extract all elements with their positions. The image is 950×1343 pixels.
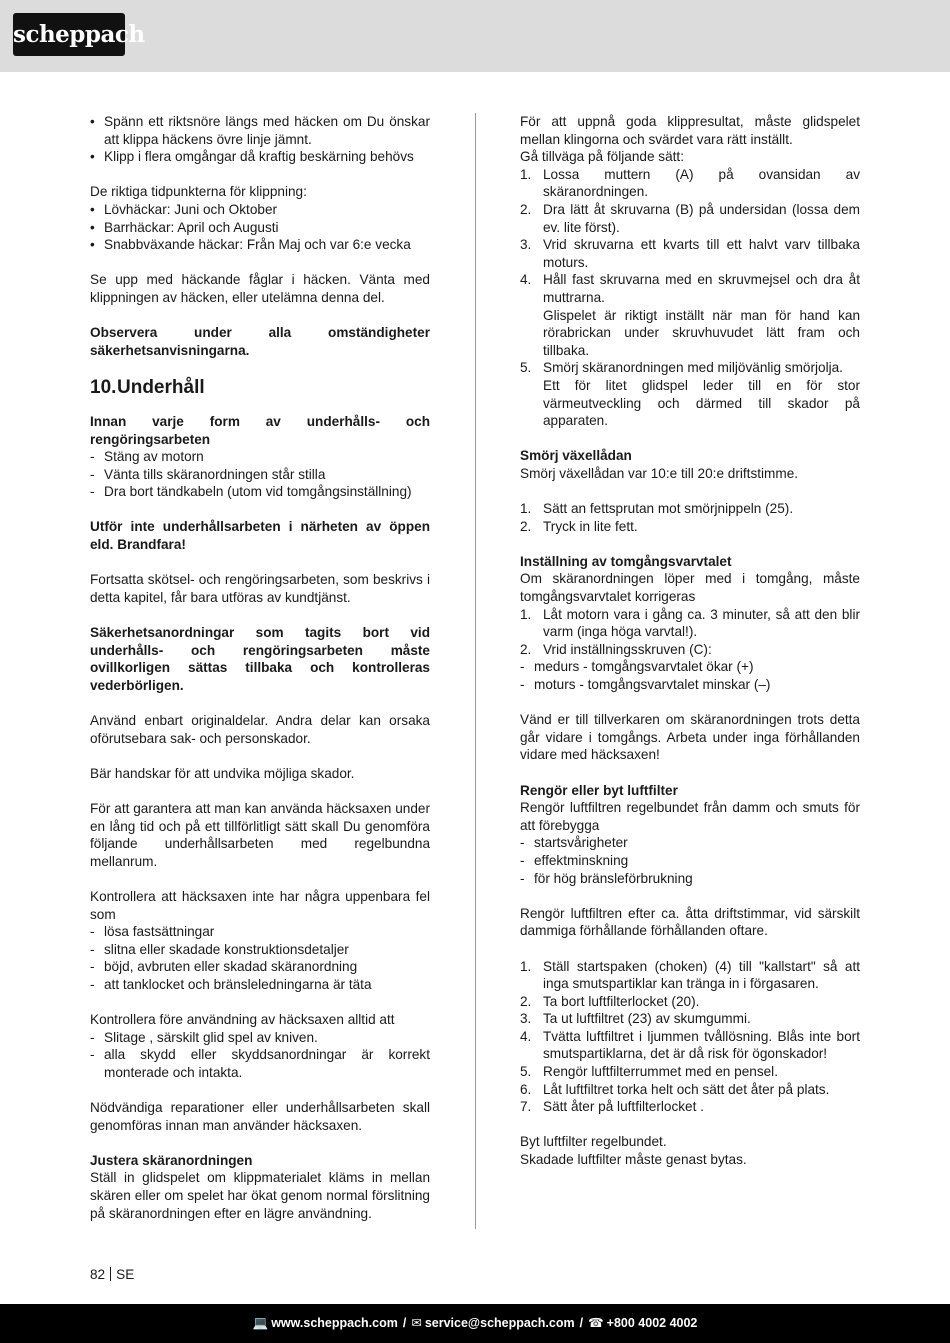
left-column [90,113,430,1240]
check-intro: Kontrollera att häcksaxen inte har några uppenbara fel som [90,888,430,922]
adjust-howto: Gå tillväga på följande sätt: [520,149,684,165]
page-header [0,0,950,72]
timing-list [90,201,430,254]
list-item: 1. Sätt an fettsprutan mot smörjnippeln (25). [520,501,794,517]
list-item: 1. Ställ startspaken (choken) (4) till "kallstart" så att inga smutspartiklar kan tränga in i förgasaren. [520,958,860,992]
list-item: • Snabbväxande häckar: Från Maj och var 6:e vecka [90,237,411,253]
list-item: • Barrhäckar: April och Augusti [90,219,279,235]
idle-intro: Om skäranordningen löper med i tomgång, måste tomgångsvarvtalet korrigeras [520,571,860,605]
before-maintenance-title: Innan varje form av underhålls- och rengöringsarbeten [90,413,430,447]
list-item: 4. Tvätta luftfiltret i ljummen tvållösning. Blås inte bort smutspartiklarna, det är då risk för ögonskador! [520,1028,860,1062]
list-item: 7. Sätt åter på luftfilterlocket . [520,1099,704,1115]
phone-number[interactable]: +800 4002 4002 [606,1316,698,1330]
list-item: 2. Vrid inställningsskruven (C): [520,641,712,657]
page-number-value: 82 [90,1267,106,1282]
email-link[interactable]: service@scheppach.com [424,1316,575,1330]
list-item: 3. Ta ut luftfiltret (23) av skumgummi. [520,1011,751,1027]
birds-note: Se upp med häckande fåglar i häcken. Vänta med klippningen av häcken, eller utelämna denna del. [90,272,430,305]
filter-steps [520,958,860,1116]
repairs-note: Nödvändiga reparationer eller underhållsarbeten skall genomföras innan man använder häcksaxen. [90,1100,430,1133]
language-code: SE [116,1267,135,1282]
adjust-title: Justera skäranordningen [90,1152,253,1168]
list-item: - Slitage , särskilt glid spel av kniven. [90,1029,318,1045]
fire-warning: Utför inte underhållsarbeten i närheten av öppen eld. Brandfara! [90,519,430,553]
gear-text: Smörj växellådan var 10:e till 20:e driftstimme. [520,465,799,481]
list-item: 5. Rengör luftfilterrummet med en pensel. [520,1064,778,1080]
service-note: Fortsatta skötsel- och rengöringsarbeten, som beskrivs i detta kapitel, får bara utföras av kundtjänst. [90,572,430,605]
list-item: 5. Smörj skäranordningen med miljövänlig smörjolja. Ett för litet glidspel leder till en för stor värmeutveckling och därmed till skador på apparaten. [520,360,860,429]
before-use-intro: Kontrollera före användning av häcksaxen alltid att [90,1012,395,1028]
safety-devices-note: Säkerhetsanordningar som tagits bort vid underhålls- och rengöringsarbeten måste ovillkorligen sättas tillbaka och kontrolleras vederbörligen. [90,625,430,693]
column-divider [475,113,476,1229]
guarantee-note: För att garantera att man kan använda häcksaxen under en lång tid och på ett tillförlitligt sätt skall Du genomföra följande underhållsarbeten med regelbundna mellanrum. [90,800,430,869]
timing-intro: De riktiga tidpunkterna för klippning: [90,184,307,200]
list-item: 1. Låt motorn vara i gång ca. 3 minuter, så att den blir varm (inga höga varvtal!). [520,606,860,640]
envelope-icon: ✉ [411,1316,422,1330]
idle-direction-list [520,658,860,693]
list-item: 6. Låt luftfiltret torka helt och sätt det åter på plats. [520,1081,830,1097]
list-item: - böjd, avbruten eller skadad skäranordning [90,959,358,975]
adjust-text: Ställ in glidspelet om klippmaterialet kläms in mellan skären eller om spelet har ökat genom normal förslitning på skäranordningen efter en lägre användning. [90,1170,430,1221]
list-item: - medurs - tomgångsvarvtalet ökar (+) [520,659,754,675]
list-item: - effektminskning [520,852,629,868]
damaged-filter-note: Skadade luftfilter måste genast bytas. [520,1152,747,1168]
website-link[interactable]: www.scheppach.com [271,1316,398,1330]
list-item: - Vänta tills skäranordningen står stilla [90,466,326,482]
filter-title: Rengör eller byt luftfilter [520,782,678,798]
list-item: 1. Lossa muttern (A) på ovansidan av skäranordningen. [520,166,860,200]
list-item: - startsvårigheter [520,835,628,851]
list-item: - lösa fastsättningar [90,924,215,940]
adjust-steps [520,166,860,430]
list-item: • Klipp i flera omgångar då kraftig beskärning behövs [90,149,414,165]
page-number-separator [110,1267,111,1281]
before-use-list [90,1029,430,1082]
list-item: 2. Ta bort luftfilterlocket (20). [520,993,700,1009]
list-item: 4. Håll fast skruvarna med en skruvmejsel och dra åt muttrarna. Glispelet är riktigt inställt när man för hand kan rörabrickan under skruvhuvudet lätt fram och tillbaka. [520,272,860,358]
gear-steps [520,500,860,535]
list-item: - slitna eller skadade konstruktionsdetaljer [90,941,349,957]
idle-contact-note: Vänd er till tillverkaren om skäranordningen trots detta går vidare i tomgångs. Arbeta under inga förhållanden vidare med häcksaxen! [520,712,860,763]
list-item: - att tanklocket och bränsleledningarna är täta [90,976,372,992]
list-item: 2. Tryck in lite fett. [520,518,638,534]
page-footer [0,1304,950,1343]
hedge-tips-list [90,113,430,166]
before-maintenance-list [90,448,430,501]
replace-note: Byt luftfilter regelbundet. [520,1134,667,1150]
idle-title: Inställning av tomgångsvarvtalet [520,553,732,569]
phone-icon: ☎ [588,1316,604,1330]
filter-reasons-list [520,834,860,887]
list-item: 3. Vrid skruvarna ett kvarts till ett halvt varv tillbaka moturs. [520,237,860,270]
list-item: • Spänn ett riktsnöre längs med häcken om Du önskar att klippa häckens övre linje jämnt. [90,114,430,147]
idle-steps [520,606,860,659]
filter-interval-note: Rengör luftfiltren efter ca. åtta driftstimmar, vid särskilt dammiga förhållande förhållanden oftare. [520,905,860,939]
original-parts-note: Använd enbart originaldelar. Andra delar kan orsaka oförutsebara sak- och personskador. [90,713,430,746]
brand-logo: scheppach [13,13,125,56]
list-item: • Lövhäckar: Juni och Oktober [90,201,278,217]
check-list [90,923,430,993]
list-item: - Dra bort tändkabeln (utom vid tomgångsinställning) [90,484,412,500]
list-item: - moturs - tomgångsvarvtalet minskar (–) [520,677,771,692]
footer-separator: / [402,1316,407,1330]
computer-icon: 💻 [252,1316,269,1330]
adjust-intro: För att uppnå goda klippresultat, måste glidspelet mellan klingorna och svärdet vara rätt inställt. [520,114,860,147]
filter-intro: Rengör luftfiltren regelbundet från damm och smuts för att förebygga [520,800,860,833]
gloves-note: Bär handskar för att undvika möjliga skador. [90,765,355,781]
footer-separator: / [579,1316,584,1330]
list-item: - Stäng av motorn [90,449,204,465]
list-item: 2. Dra lätt åt skruvarna (B) på undersidan (lossa dem ev. lite först). [520,201,860,235]
list-item: - alla skydd eller skyddsanordningar är korrekt monterade och intakta. [90,1047,430,1080]
right-column [520,113,860,1169]
gear-title: Smörj växellådan [520,448,632,464]
page-number [90,1266,134,1283]
section-heading: 10.Underhåll [90,376,205,398]
list-item: - för hög bränsleförbrukning [520,870,693,886]
observe-note: Observera under alla omständigheter säkerhetsanvisningarna. [90,325,430,358]
